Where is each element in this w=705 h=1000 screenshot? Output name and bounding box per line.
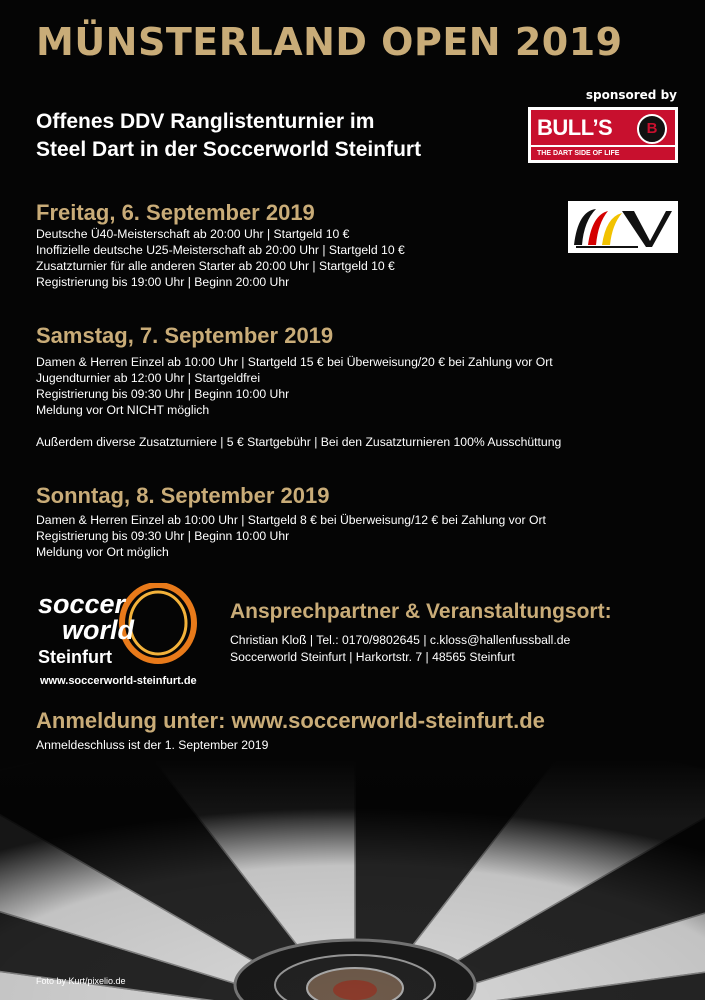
contact-line-address: Soccerworld Steinfurt | Harkortstr. 7 | 48565 Steinfurt <box>230 650 515 664</box>
logo-word-world: world <box>62 615 134 645</box>
bulls-ball-icon: B <box>637 114 667 144</box>
photo-credit: Foto by Kurt/pixelio.de <box>36 976 126 986</box>
schedule-line: Registrierung bis 19:00 Uhr | Beginn 20:00 Uhr <box>36 275 290 289</box>
ddv-logo <box>568 201 678 253</box>
schedule-line: Damen & Herren Einzel ab 10:00 Uhr | Startgeld 15 € bei Überweisung/20 € bei Zahlung vor Ort <box>36 355 553 369</box>
schedule-sunday <box>36 512 546 560</box>
logo-word-soccer: soccer <box>38 589 126 619</box>
tournament-subtitle <box>36 108 421 164</box>
contact-heading: Ansprechpartner & Veranstaltungsort: <box>230 600 612 623</box>
schedule-line: Registrierung bis 09:30 Uhr | Beginn 10:00 Uhr <box>36 529 290 543</box>
schedule-line: Deutsche Ü40-Meisterschaft ab 20:00 Uhr | Startgeld 10 € <box>36 227 350 241</box>
soccerworld-url: www.soccerworld-steinfurt.de <box>40 675 197 687</box>
schedule-line: Damen & Herren Einzel ab 10:00 Uhr | Startgeld 8 € bei Überweisung/12 € bei Zahlung vor Ort <box>36 513 546 527</box>
soccerworld-logo-graphic <box>36 583 200 673</box>
contact-line-person: Christian Kloß | Tel.: 0170/9802645 | c.kloss@hallenfussball.de <box>230 633 571 647</box>
day-heading-sunday: Sonntag, 8. September 2019 <box>36 483 330 508</box>
bulls-logo-banner <box>531 110 675 145</box>
subtitle-line-1: Offenes DDV Ranglistenturnier im <box>36 110 375 133</box>
ddv-logo-graphic <box>568 201 678 253</box>
schedule-saturday <box>36 354 553 418</box>
bulls-logo <box>528 107 678 163</box>
logo-word-steinfurt: Steinfurt <box>38 647 112 667</box>
bulls-tagline: THE DART SIDE OF LIFE <box>531 147 675 160</box>
saturday-extra-note: Außerdem diverse Zusatzturniere | 5 € Startgebühr | Bei den Zusatzturnieren 100% Ausschüttung <box>36 435 562 449</box>
contact-details <box>230 632 570 666</box>
registration-heading: Anmeldung unter: www.soccerworld-steinfurt.de <box>36 708 545 733</box>
sponsored-by-label: sponsored by <box>585 88 677 102</box>
dartboard-photo <box>0 760 705 1000</box>
subtitle-line-2: Steel Dart in der Soccerworld Steinfurt <box>36 138 422 161</box>
schedule-line: Zusatzturnier für alle anderen Starter ab 20:00 Uhr | Startgeld 10 € <box>36 259 395 273</box>
schedule-line: Meldung vor Ort NICHT möglich <box>36 403 210 417</box>
registration-deadline: Anmeldeschluss ist der 1. September 2019 <box>36 738 269 752</box>
day-heading-friday: Freitag, 6. September 2019 <box>36 200 315 225</box>
poster-title: MÜNSTERLAND OPEN 2019 <box>36 20 623 64</box>
schedule-line: Jugendturnier ab 12:00 Uhr | Startgeldfrei <box>36 371 261 385</box>
bulls-logo-word: BULL’S <box>537 115 613 140</box>
schedule-line: Registrierung bis 09:30 Uhr | Beginn 10:00 Uhr <box>36 387 290 401</box>
day-heading-saturday: Samstag, 7. September 2019 <box>36 323 334 348</box>
schedule-line: Meldung vor Ort möglich <box>36 545 169 559</box>
schedule-friday <box>36 226 405 290</box>
schedule-line: Inoffizielle deutsche U25-Meisterschaft ab 20:00 Uhr | Startgeld 10 € <box>36 243 405 257</box>
